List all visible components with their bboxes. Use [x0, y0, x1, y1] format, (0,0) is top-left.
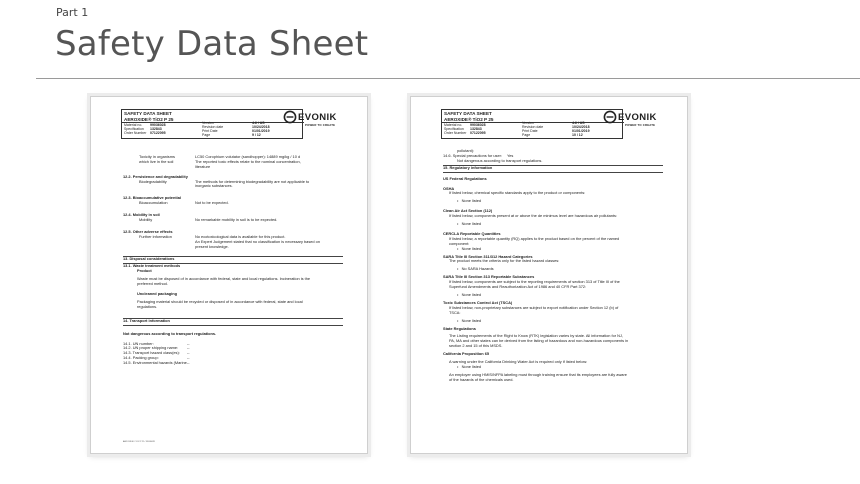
subheading: US Federal Regulations [443, 175, 487, 181]
text-line: An Expert Judgement stated that no classification is necessary based on [195, 238, 321, 244]
list-item: • None listed [457, 363, 482, 369]
version-value: 4.6 / US [572, 120, 585, 125]
text-line: If listed below, components present at or above the de minimus level are hazardous air pollutants: [449, 213, 618, 219]
header-box [441, 109, 623, 139]
list-item: 14.3. Transport hazard class(es): [123, 350, 180, 356]
list-item-value: -- [187, 345, 190, 351]
list-item: 14.2. UN proper shipping name: [123, 345, 179, 351]
text-line: inorganic substances. [195, 183, 233, 189]
order-label: Order Number [444, 130, 467, 135]
text-line: Packaging material should be recycled or disposed of in accordance with federal, state and local [137, 298, 303, 304]
title-divider [36, 78, 860, 79]
sds-header [441, 109, 659, 139]
part-label: Part 1 [56, 6, 89, 19]
list-item-value: -- [187, 360, 190, 366]
text-line: TSCA: [449, 309, 461, 315]
list-item: • No SARA Hazards [457, 266, 494, 272]
evonik-logo [283, 110, 339, 134]
list-item-text: None listed [461, 363, 482, 369]
list-item: • None listed [457, 317, 482, 323]
section-heading: 13.1. Waste treatment methods [123, 263, 181, 269]
list-item: 14.1. UN number: [123, 340, 154, 346]
text-line: If listed below, non-proprietary substances are subject to export notification under Section 12 (b) of [449, 304, 619, 310]
print-value: 01/01/2019 [252, 128, 270, 133]
section-heading: 15. Regulatory information [443, 165, 493, 171]
page-label: Page [202, 132, 211, 137]
text-line: Waste must be disposed of in accordance with federal, state and local regulations. Incineration is the [137, 276, 311, 282]
page-footer: AEROXIDE® TiO2 P 25 / 99036028 [123, 441, 155, 443]
list-item-text: No SARA Hazards [461, 266, 494, 272]
logo-tagline: POWER TO CREATE [625, 123, 656, 127]
spec-value: 132843 [470, 126, 482, 131]
text-line: Further information [139, 233, 172, 239]
text-line: pollutant): [457, 148, 475, 153]
revision-label: Revision date [522, 124, 544, 129]
text-line: Biodegradability [139, 178, 167, 184]
subheading: OSHA [443, 185, 455, 191]
spec-label: Specification [124, 126, 144, 131]
print-label: Print Date [522, 128, 538, 133]
text-line: present knowledge. [195, 243, 229, 249]
revision-value: 10/24/2018 [572, 124, 590, 129]
list-item: • None listed [457, 221, 482, 227]
page-1-body [123, 155, 343, 366]
header-product-name: AEROXIDE® TiO2 P 25 [124, 116, 174, 122]
order-value: 07122095 [470, 130, 486, 135]
subheading: State Regulations [443, 325, 476, 331]
list-item: 14.5. Environmental hazards (Marine [123, 360, 187, 366]
list-item: • None listed [457, 245, 482, 251]
version-label: Version [522, 120, 534, 125]
text-line: If listed below, chemical specific standards apply to the product or components: [449, 190, 586, 196]
subheading: California Proposition 65 [443, 351, 490, 357]
list-item-text: None listed [461, 292, 482, 298]
sds-page-thumbnail-1[interactable] [90, 96, 368, 454]
text-line: If listed below, a reportable quantity (RQ) applies to the product based on the percent of the named [449, 235, 620, 241]
header-doc-title: SAFETY DATA SHEET [444, 111, 492, 116]
section-heading: 12.4. Mobility in soil [123, 212, 160, 218]
section-note: Not dangerous according to transport regulations. [123, 330, 217, 336]
text-line: No remarkable mobility in soil is to be expected. [195, 217, 278, 223]
sds-header [121, 109, 339, 139]
logo-text: EVONIK [298, 112, 337, 123]
evonik-logo-mark [283, 110, 297, 124]
subheading: Toxic Substances Control Act (TSCA) [443, 299, 513, 305]
section-heading: 13. Disposal considerations [123, 256, 175, 262]
text-line: PA, MA and other states can be derived from the listing of hazardous and non-hazardous components in [449, 338, 629, 344]
spec-value: 132843 [150, 126, 162, 131]
section-heading: 12.5. Other adverse effects [123, 228, 173, 234]
evonik-logo [603, 110, 659, 134]
material-label: Material no. [124, 122, 143, 127]
sds-page-thumbnail-2[interactable] [410, 96, 688, 454]
logo-text: EVONIK [618, 112, 657, 123]
text-line: If listed below, components are subject to the reporting requirements of section 313 of Title III of the [449, 279, 620, 285]
order-label: Order Number [124, 130, 147, 135]
list-item-text: None listed [461, 245, 482, 251]
version-value: 4.6 / US [252, 120, 265, 125]
section-heading: 12.3. Bioaccumulative potential [123, 195, 181, 201]
order-value: 07122095 [150, 130, 166, 135]
text-line: component: [449, 240, 470, 246]
text-line: Bioaccumulation [139, 200, 168, 206]
text-line: Not to be expected. [195, 200, 229, 206]
subheading: Uncleaned packaging [137, 291, 177, 297]
list-item-value: -- [187, 355, 190, 361]
text-line: The reported toxic effects relate to the nominal concentration, [195, 158, 301, 164]
subheading: Clean Air Act Section (112) [443, 208, 493, 214]
text-line: 14.6. Special precautions for user: [443, 152, 503, 158]
list-item: • None listed [457, 198, 482, 204]
text-line: preferred method. [137, 281, 168, 287]
text-line: Mobility [139, 217, 153, 223]
list-item-value: -- [187, 350, 190, 356]
text-line: section 2 and 15 of this MSDS. [449, 343, 503, 349]
page-label: Page [522, 132, 531, 137]
list-item-text: None listed [461, 221, 482, 227]
subheading: SARA Title III Section 311/312 Hazard Categories [443, 253, 533, 259]
subheading: Product [137, 268, 152, 274]
text-line: which live in the soil [139, 158, 174, 164]
subheading: SARA Title III Section 313 Reportable Substances [443, 274, 535, 280]
list-item: 14.4. Packing group: [123, 355, 159, 361]
revision-value: 10/24/2018 [252, 124, 270, 129]
header-product-name: AEROXIDE® TiO2 P 25 [444, 116, 494, 122]
text-line: Superfund Amendments and Reauthorization Act of 1986 and 40 CFR Part 372: [449, 284, 587, 290]
revision-label: Revision date [202, 124, 224, 129]
material-value: 99036028 [150, 122, 166, 127]
print-value: 01/01/2019 [572, 128, 590, 133]
list-item-text: None listed [461, 317, 482, 323]
material-value: 99036028 [470, 122, 486, 127]
section-heading: 14. Transport information [123, 318, 170, 324]
text-line: The Listing requirements of the Right to Know (RTK) legislation varies by state. All information for NJ, [449, 333, 624, 339]
list-item-text: None listed [461, 198, 482, 204]
text-line: of the hazards of the chemicals used. [449, 376, 514, 382]
header-box [121, 109, 303, 139]
text-line: The methods for determining biodegradability are not applicable to [195, 178, 310, 184]
text-line: The product meets the criteria only for the listed hazard classes: [449, 258, 560, 264]
text-line: An employer using HMIS/NFPA labeling must through training ensure that its employees are fully aware [449, 371, 627, 377]
page-value: 10 / 12 [572, 132, 583, 137]
spec-label: Specification [444, 126, 464, 131]
text-line: Toxicity in organisms [139, 154, 175, 159]
text-line: Not dangerous according to transport regulations. [457, 157, 543, 163]
subheading: CERCLA Reportable Quantities [443, 230, 501, 236]
text-line: literature [195, 163, 211, 169]
logo-tagline: POWER TO CREATE [305, 123, 336, 127]
version-label: Version [202, 120, 214, 125]
text-line: LC50 Corophium volutator (sandhopper): 14889 mg/kg / 10 d [195, 154, 301, 159]
text-line: No ecotoxicological data is available for this product. [195, 233, 286, 239]
page-2-body [443, 149, 663, 383]
list-item: • None listed [457, 292, 482, 298]
slide-title: Safety Data Sheet [55, 24, 369, 64]
list-item-value: -- [187, 340, 190, 346]
evonik-logo-mark [603, 110, 617, 124]
page-value: 9 / 12 [252, 132, 261, 137]
text-line: A warning under the California Drinking Water Act is required only if listed below: [449, 359, 588, 365]
material-label: Material no. [444, 122, 463, 127]
header-doc-title: SAFETY DATA SHEET [124, 111, 172, 116]
section-heading: 12.2. Persistence and degradability [123, 173, 188, 179]
text-line: regulations. [137, 303, 158, 309]
print-label: Print Date [202, 128, 218, 133]
text-line: Yes [507, 152, 514, 158]
